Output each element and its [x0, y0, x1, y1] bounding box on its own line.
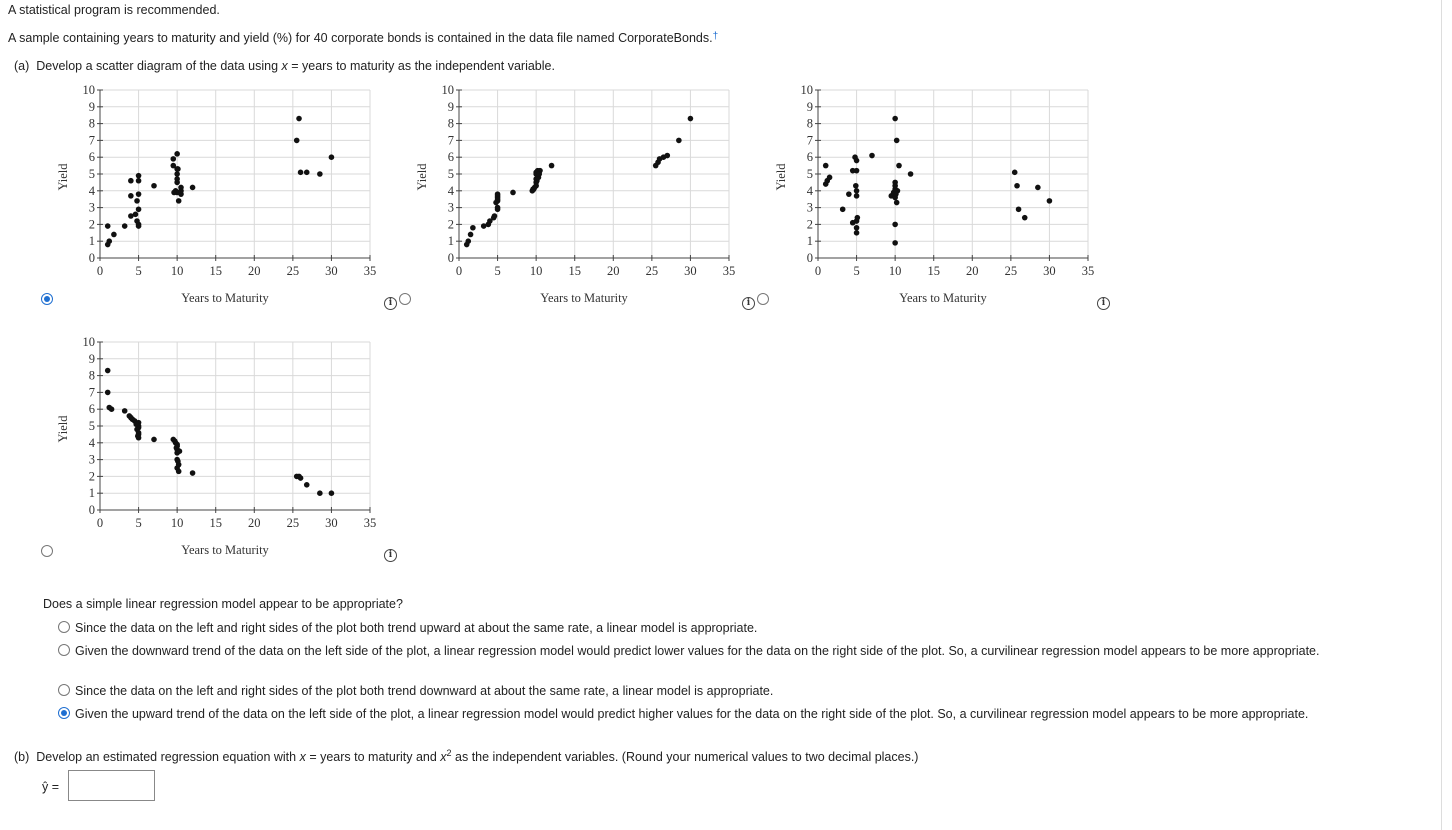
scatter-point	[317, 490, 323, 496]
scatter-point	[492, 213, 498, 219]
scatter-point	[495, 205, 501, 211]
y-tick-label: 10	[441, 83, 454, 97]
y-tick-label: 7	[806, 133, 813, 148]
y-tick-label: 1	[447, 234, 454, 249]
part-b-text-3: as the independent variables. (Round your numerical values to two decimal places.)	[451, 750, 919, 765]
y-tick-label: 7	[88, 385, 95, 400]
answer-label-1: Since the data on the left and right sides of the plot both trend upward at about the same rate, a linear model is appropriate.	[75, 621, 758, 635]
scatter-point	[151, 437, 157, 443]
scatter-point	[128, 193, 134, 199]
scatter-point	[894, 138, 900, 144]
x-tick-label: 30	[325, 264, 338, 278]
scatter-point	[1035, 185, 1041, 191]
answer-label-3: Since the data on the left and right sides of the plot both trend downward at about the same rate, a linear model is appropriate.	[75, 684, 774, 698]
part-b-var: x	[299, 750, 306, 765]
info-icon-b[interactable]: i	[742, 297, 755, 310]
scatter-point	[893, 191, 899, 197]
y-tick-label: 8	[447, 116, 454, 131]
part-b-prompt	[14, 748, 918, 764]
x-tick-label: 20	[607, 264, 620, 278]
scatter-point	[174, 176, 180, 182]
y-tick-label: 9	[88, 351, 95, 366]
scatter-point	[869, 153, 875, 159]
y-tick-label: 7	[447, 133, 454, 148]
x-tick-label: 5	[853, 264, 860, 278]
y-tick-label: 0	[447, 251, 454, 265]
y-axis-title: Yield	[56, 415, 70, 443]
y-tick-label: 3	[447, 200, 454, 215]
answer-label-4: Given the upward trend of the data on the left side of the plot, a linear regression model would predict higher values for the data on the right side of the plot. So, a curvilinear regression model appears to be more appropriate.	[75, 707, 1309, 721]
scatter-chart-option-a	[45, 82, 385, 315]
info-icon-d[interactable]: i	[384, 549, 397, 562]
scatter-point	[329, 154, 335, 160]
intro-line-1: A statistical program is recommended.	[8, 3, 220, 17]
scatter-chart-option-d	[45, 334, 385, 567]
yhat-label: ŷ =	[42, 780, 60, 794]
scatter-chart-option-c	[763, 82, 1103, 315]
scatter-point	[1022, 215, 1028, 221]
answer-radio-1[interactable]	[58, 621, 70, 633]
scatter-point	[549, 163, 555, 169]
scatter-point	[688, 116, 694, 122]
x-tick-label: 35	[722, 264, 736, 278]
part-a-label: (a)	[14, 59, 30, 73]
scatter-point	[294, 138, 300, 144]
scatter-point	[127, 413, 133, 419]
scatter-point	[823, 163, 829, 169]
x-tick-label: 15	[209, 264, 222, 278]
info-icon-c[interactable]: i	[1097, 297, 1110, 310]
part-b-var2: x	[440, 750, 447, 765]
x-axis-title: Years to Maturity	[181, 543, 269, 557]
x-tick-label: 20	[966, 264, 979, 278]
x-tick-label: 0	[96, 264, 104, 278]
scatter-point	[174, 171, 180, 177]
part-b-label: (b)	[14, 750, 30, 765]
scatter-point	[122, 408, 128, 414]
y-tick-label: 9	[88, 99, 95, 114]
scatter-point	[1016, 206, 1022, 212]
scatter-point	[495, 196, 501, 202]
radio-chart-option-b[interactable]	[399, 293, 411, 305]
scatter-point	[840, 206, 846, 212]
y-tick-label: 1	[806, 234, 813, 249]
part-a-var: x	[281, 59, 288, 73]
part-b-text-1: Develop an estimated regression equation with	[36, 750, 300, 765]
y-tick-label: 7	[88, 133, 95, 148]
scatter-point	[465, 238, 471, 244]
y-tick-label: 8	[806, 116, 813, 131]
x-tick-label: 10	[529, 264, 543, 278]
x-tick-label: 15	[568, 264, 581, 278]
question-text: Does a simple linear regression model appear to be appropriate?	[43, 597, 403, 611]
scatter-point	[676, 138, 682, 144]
scatter-point	[854, 193, 860, 199]
scatter-point	[317, 171, 323, 177]
y-tick-label: 0	[88, 251, 95, 265]
scatter-point	[176, 198, 182, 204]
scatter-point	[190, 470, 196, 476]
scatter-point	[536, 171, 542, 177]
y-tick-label: 1	[88, 234, 95, 249]
x-tick-label: 35	[363, 516, 377, 530]
dagger-footnote-link[interactable]: †	[712, 31, 719, 42]
scatter-point	[908, 171, 914, 177]
scatter-point	[111, 232, 117, 238]
scatter-point	[892, 183, 898, 189]
scatter-point	[854, 230, 860, 236]
y-tick-label: 2	[447, 217, 454, 232]
scatter-point	[176, 469, 182, 475]
y-tick-label: 4	[447, 183, 454, 198]
answer-radio-4[interactable]	[58, 707, 70, 719]
scatter-point	[135, 433, 141, 439]
scatter-point	[151, 183, 157, 189]
scatter-point	[495, 191, 501, 197]
y-tick-label: 8	[88, 368, 95, 383]
scatter-point	[136, 191, 142, 197]
x-tick-label: 35	[363, 264, 377, 278]
scatter-svg-d	[45, 334, 385, 564]
scatter-point	[170, 156, 176, 162]
scatter-point	[109, 406, 115, 412]
scatter-point	[174, 151, 180, 157]
scatter-point	[133, 422, 139, 428]
y-tick-label: 5	[88, 167, 95, 181]
scatter-point	[175, 166, 181, 172]
scatter-point	[174, 445, 180, 451]
y-tick-label: 6	[447, 150, 454, 165]
scatter-point	[128, 178, 134, 184]
scatter-point	[531, 186, 537, 192]
scatter-point	[134, 198, 140, 204]
scatter-point	[176, 462, 182, 468]
y-tick-label: 6	[88, 150, 95, 165]
x-tick-label: 35	[1081, 264, 1095, 278]
scatter-point	[105, 223, 111, 229]
scatter-point	[172, 438, 178, 444]
scatter-point	[468, 232, 474, 238]
scatter-point	[827, 175, 833, 181]
x-tick-label: 30	[684, 264, 697, 278]
x-tick-label: 0	[96, 516, 104, 530]
x-tick-label: 25	[286, 516, 300, 530]
x-tick-label: 25	[1004, 264, 1018, 278]
y-tick-label: 4	[88, 435, 95, 450]
x-tick-label: 20	[248, 516, 261, 530]
scatter-point	[105, 368, 111, 374]
scatter-point	[510, 190, 516, 196]
y-tick-label: 3	[88, 200, 95, 215]
right-edge-divider	[1441, 0, 1442, 830]
x-tick-label: 25	[645, 264, 659, 278]
x-tick-label: 0	[814, 264, 822, 278]
scatter-point	[296, 116, 302, 122]
scatter-svg-b	[404, 82, 744, 312]
x-tick-label: 15	[209, 516, 222, 530]
x-tick-label: 20	[248, 264, 261, 278]
scatter-point	[329, 490, 335, 496]
y-axis-title: Yield	[774, 163, 788, 191]
scatter-point	[190, 185, 196, 191]
y-tick-label: 2	[88, 469, 95, 484]
x-tick-label: 10	[170, 516, 184, 530]
scatter-point	[171, 190, 177, 196]
intro-line-2	[8, 31, 718, 45]
part-b-sup: 2	[446, 748, 452, 758]
x-axis-title: Years to Maturity	[181, 291, 269, 305]
radio-chart-option-a[interactable]	[41, 293, 53, 305]
part-b-text-2: = years to maturity and	[305, 750, 441, 765]
scatter-point	[1012, 170, 1018, 176]
y-tick-label: 9	[447, 99, 454, 114]
y-tick-label: 5	[806, 167, 813, 181]
x-tick-label: 5	[135, 516, 142, 530]
scatter-point	[178, 188, 184, 194]
y-tick-label: 2	[806, 217, 813, 232]
y-tick-label: 3	[88, 452, 95, 467]
scatter-point	[136, 178, 142, 184]
scatter-point	[136, 173, 142, 179]
y-tick-label: 4	[88, 183, 95, 198]
y-tick-label: 4	[806, 183, 813, 198]
scatter-point	[894, 200, 900, 206]
y-tick-label: 0	[806, 251, 813, 265]
scatter-point	[106, 238, 112, 244]
y-tick-label: 1	[88, 486, 95, 501]
scatter-point	[298, 170, 304, 176]
part-a-text-1: Develop a scatter diagram of the data using	[36, 59, 282, 73]
radio-chart-option-c[interactable]	[757, 293, 769, 305]
scatter-point	[304, 482, 310, 488]
part-a-text-2: = years to maturity as the independent variable.	[287, 59, 555, 73]
part-a-prompt	[14, 59, 555, 73]
scatter-point	[136, 206, 142, 212]
scatter-point	[470, 225, 476, 231]
y-tick-label: 3	[806, 200, 813, 215]
y-tick-label: 10	[82, 335, 95, 349]
scatter-point	[122, 223, 128, 229]
scatter-point	[304, 170, 310, 176]
scatter-point	[854, 158, 860, 164]
radio-chart-option-d[interactable]	[41, 545, 53, 557]
x-tick-label: 5	[494, 264, 501, 278]
y-tick-label: 0	[88, 503, 95, 517]
scatter-point	[664, 153, 670, 159]
x-tick-label: 10	[170, 264, 184, 278]
scatter-point	[133, 212, 139, 218]
scatter-point	[892, 222, 898, 228]
scatter-point	[1014, 183, 1020, 189]
y-tick-label: 5	[88, 419, 95, 433]
scatter-point	[136, 222, 142, 228]
scatter-point	[1047, 198, 1053, 204]
y-tick-label: 8	[88, 116, 95, 131]
answer-radio-2[interactable]	[58, 644, 70, 656]
scatter-point	[298, 475, 304, 481]
y-axis-title: Yield	[415, 163, 429, 191]
x-tick-label: 30	[1043, 264, 1056, 278]
info-icon-a[interactable]: i	[384, 297, 397, 310]
scatter-point	[892, 116, 898, 122]
scatter-svg-c	[763, 82, 1103, 312]
answer-label-2: Given the downward trend of the data on the left side of the plot, a linear regression model would predict lower values for the data on the right side of the plot. So, a curvilinear regression model appears to be more appropriate.	[75, 644, 1320, 658]
y-tick-label: 6	[88, 402, 95, 417]
scatter-point	[855, 215, 861, 221]
y-tick-label: 5	[447, 167, 454, 181]
y-tick-label: 2	[88, 217, 95, 232]
scatter-point	[854, 225, 860, 231]
x-tick-label: 10	[888, 264, 902, 278]
x-axis-title: Years to Maturity	[899, 291, 987, 305]
scatter-point	[896, 163, 902, 169]
y-tick-label: 10	[800, 83, 813, 97]
x-tick-label: 5	[135, 264, 142, 278]
scatter-point	[854, 168, 860, 174]
x-tick-label: 30	[325, 516, 338, 530]
x-tick-label: 25	[286, 264, 300, 278]
regression-equation-input[interactable]	[68, 770, 155, 801]
intro-line-2-text: A sample containing years to maturity and yield (%) for 40 corporate bonds is contained in the data file named CorporateBonds.	[8, 31, 713, 45]
answer-radio-3[interactable]	[58, 684, 70, 696]
scatter-point	[854, 188, 860, 194]
scatter-point	[846, 191, 852, 197]
scatter-point	[105, 390, 111, 396]
scatter-svg-a	[45, 82, 385, 312]
y-tick-label: 6	[806, 150, 813, 165]
y-axis-title: Yield	[56, 163, 70, 191]
x-axis-title: Years to Maturity	[540, 291, 628, 305]
x-tick-label: 15	[927, 264, 940, 278]
scatter-chart-option-b	[404, 82, 744, 315]
x-tick-label: 0	[455, 264, 463, 278]
scatter-point	[892, 240, 898, 246]
y-tick-label: 10	[82, 83, 95, 97]
y-tick-label: 9	[806, 99, 813, 114]
scatter-point	[853, 183, 859, 189]
